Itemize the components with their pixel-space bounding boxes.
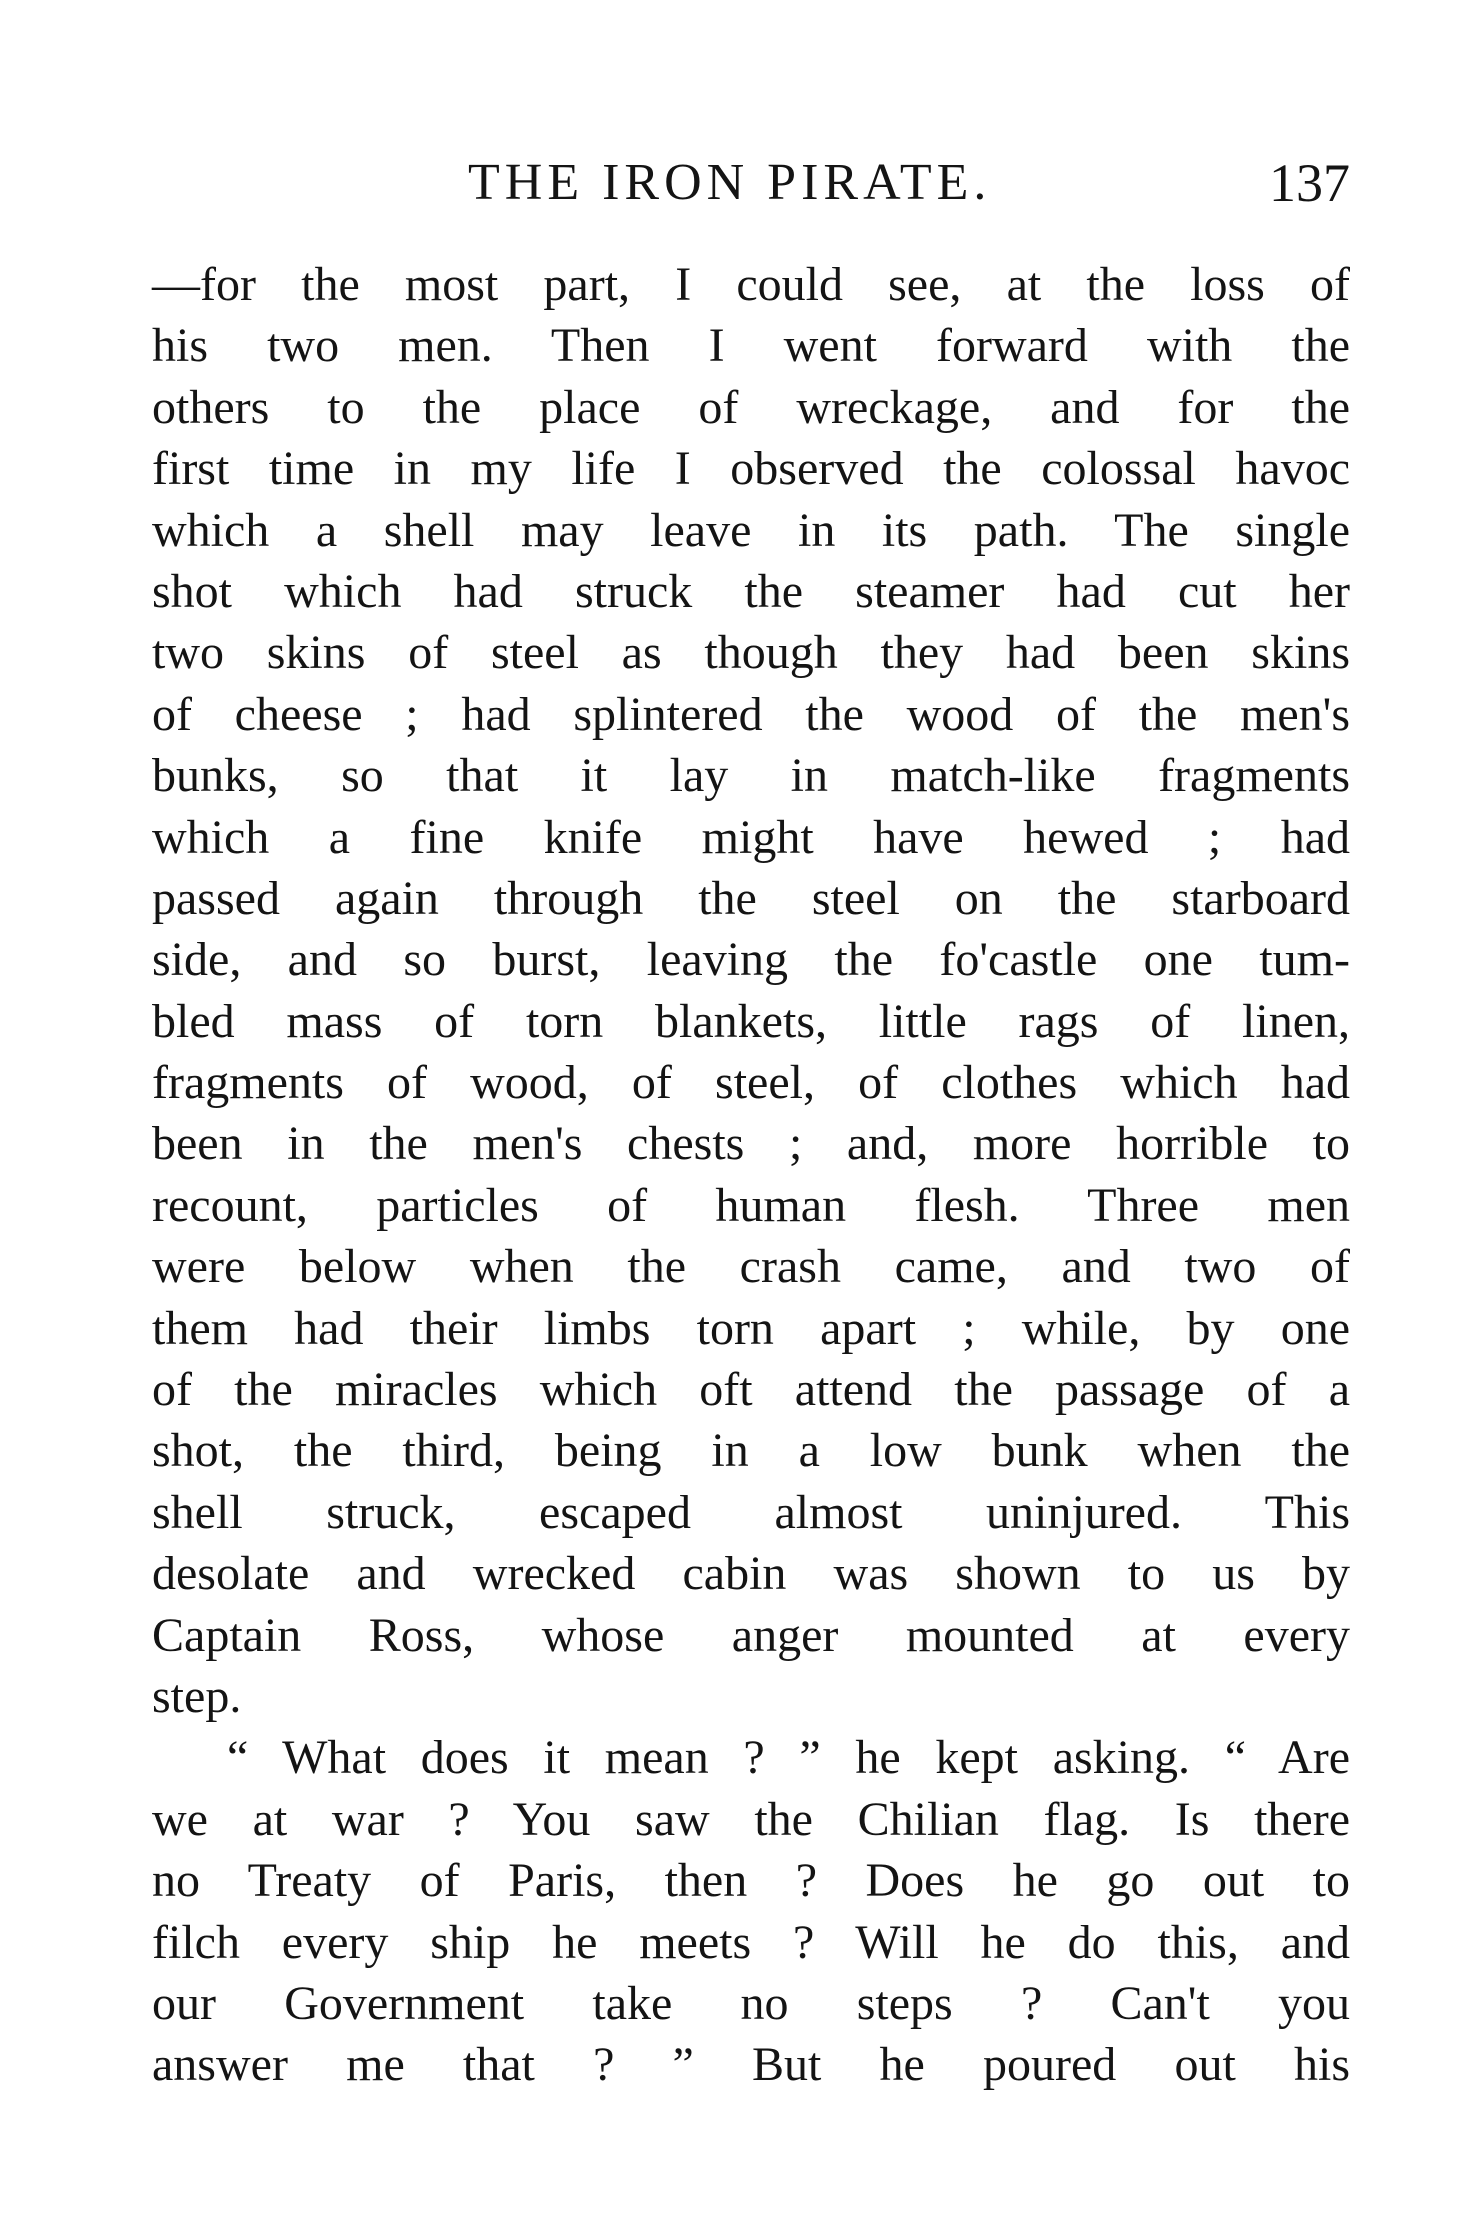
running-title: THE IRON PIRATE. (468, 154, 992, 211)
text-line: our Government take no steps ? Can't you (152, 1976, 1350, 2030)
text-line: two skins of steel as though they had been skins (152, 626, 1350, 680)
text-line: been in the men's chests ; and, more horrible to (152, 1117, 1350, 1171)
text-line: Captain Ross, whose anger mounted at every (152, 1608, 1350, 1662)
paragraph-start-line: “ What does it mean ? ” he kept asking. “ Are (227, 1731, 1350, 1785)
text-line: of the miracles which oft attend the passage of a (152, 1363, 1350, 1417)
text-line: which a shell may leave in its path. The single (152, 503, 1350, 557)
page-number: 137 (1269, 153, 1350, 213)
text-line: recount, particles of human flesh. Three men (152, 1178, 1350, 1232)
text-line: shell struck, escaped almost uninjured. This (152, 1485, 1350, 1539)
text-line: others to the place of wreckage, and for the (152, 380, 1350, 434)
body-text (152, 254, 1350, 2096)
text-line: filch every ship he meets ? Will he do this, and (152, 1915, 1350, 1969)
paragraph-end-line: step. (152, 1669, 242, 1723)
text-line: answer me that ? ” But he poured out his (152, 2038, 1350, 2092)
text-line: passed again through the steel on the starboard (152, 871, 1350, 925)
text-line: them had their limbs torn apart ; while, by one (152, 1301, 1350, 1355)
running-head (150, 148, 1350, 218)
text-line: no Treaty of Paris, then ? Does he go out to (152, 1854, 1350, 1908)
text-line: side, and so burst, leaving the fo'castle one tum- (152, 933, 1350, 987)
text-line: shot which had struck the steamer had cut her (152, 564, 1350, 618)
text-line: desolate and wrecked cabin was shown to us by (152, 1547, 1350, 1601)
text-line: —for the most part, I could see, at the loss of (152, 258, 1350, 311)
text-line: first time in my life I observed the colossal havoc (152, 442, 1350, 496)
text-line: shot, the third, being in a low bunk when the (152, 1424, 1350, 1478)
text-line: bled mass of torn blankets, little rags of linen, (152, 994, 1350, 1048)
text-line: were below when the crash came, and two of (152, 1240, 1350, 1294)
text-line: his two men. Then I went forward with the (152, 319, 1350, 373)
text-line: bunks, so that it lay in match-like fragments (152, 749, 1350, 803)
text-line: we at war ? You saw the Chilian flag. Is there (152, 1792, 1350, 1846)
text-line: which a fine knife might have hewed ; had (152, 810, 1350, 864)
text-line: fragments of wood, of steel, of clothes which had (152, 1056, 1350, 1110)
text-line: of cheese ; had splintered the wood of the men's (152, 687, 1350, 741)
